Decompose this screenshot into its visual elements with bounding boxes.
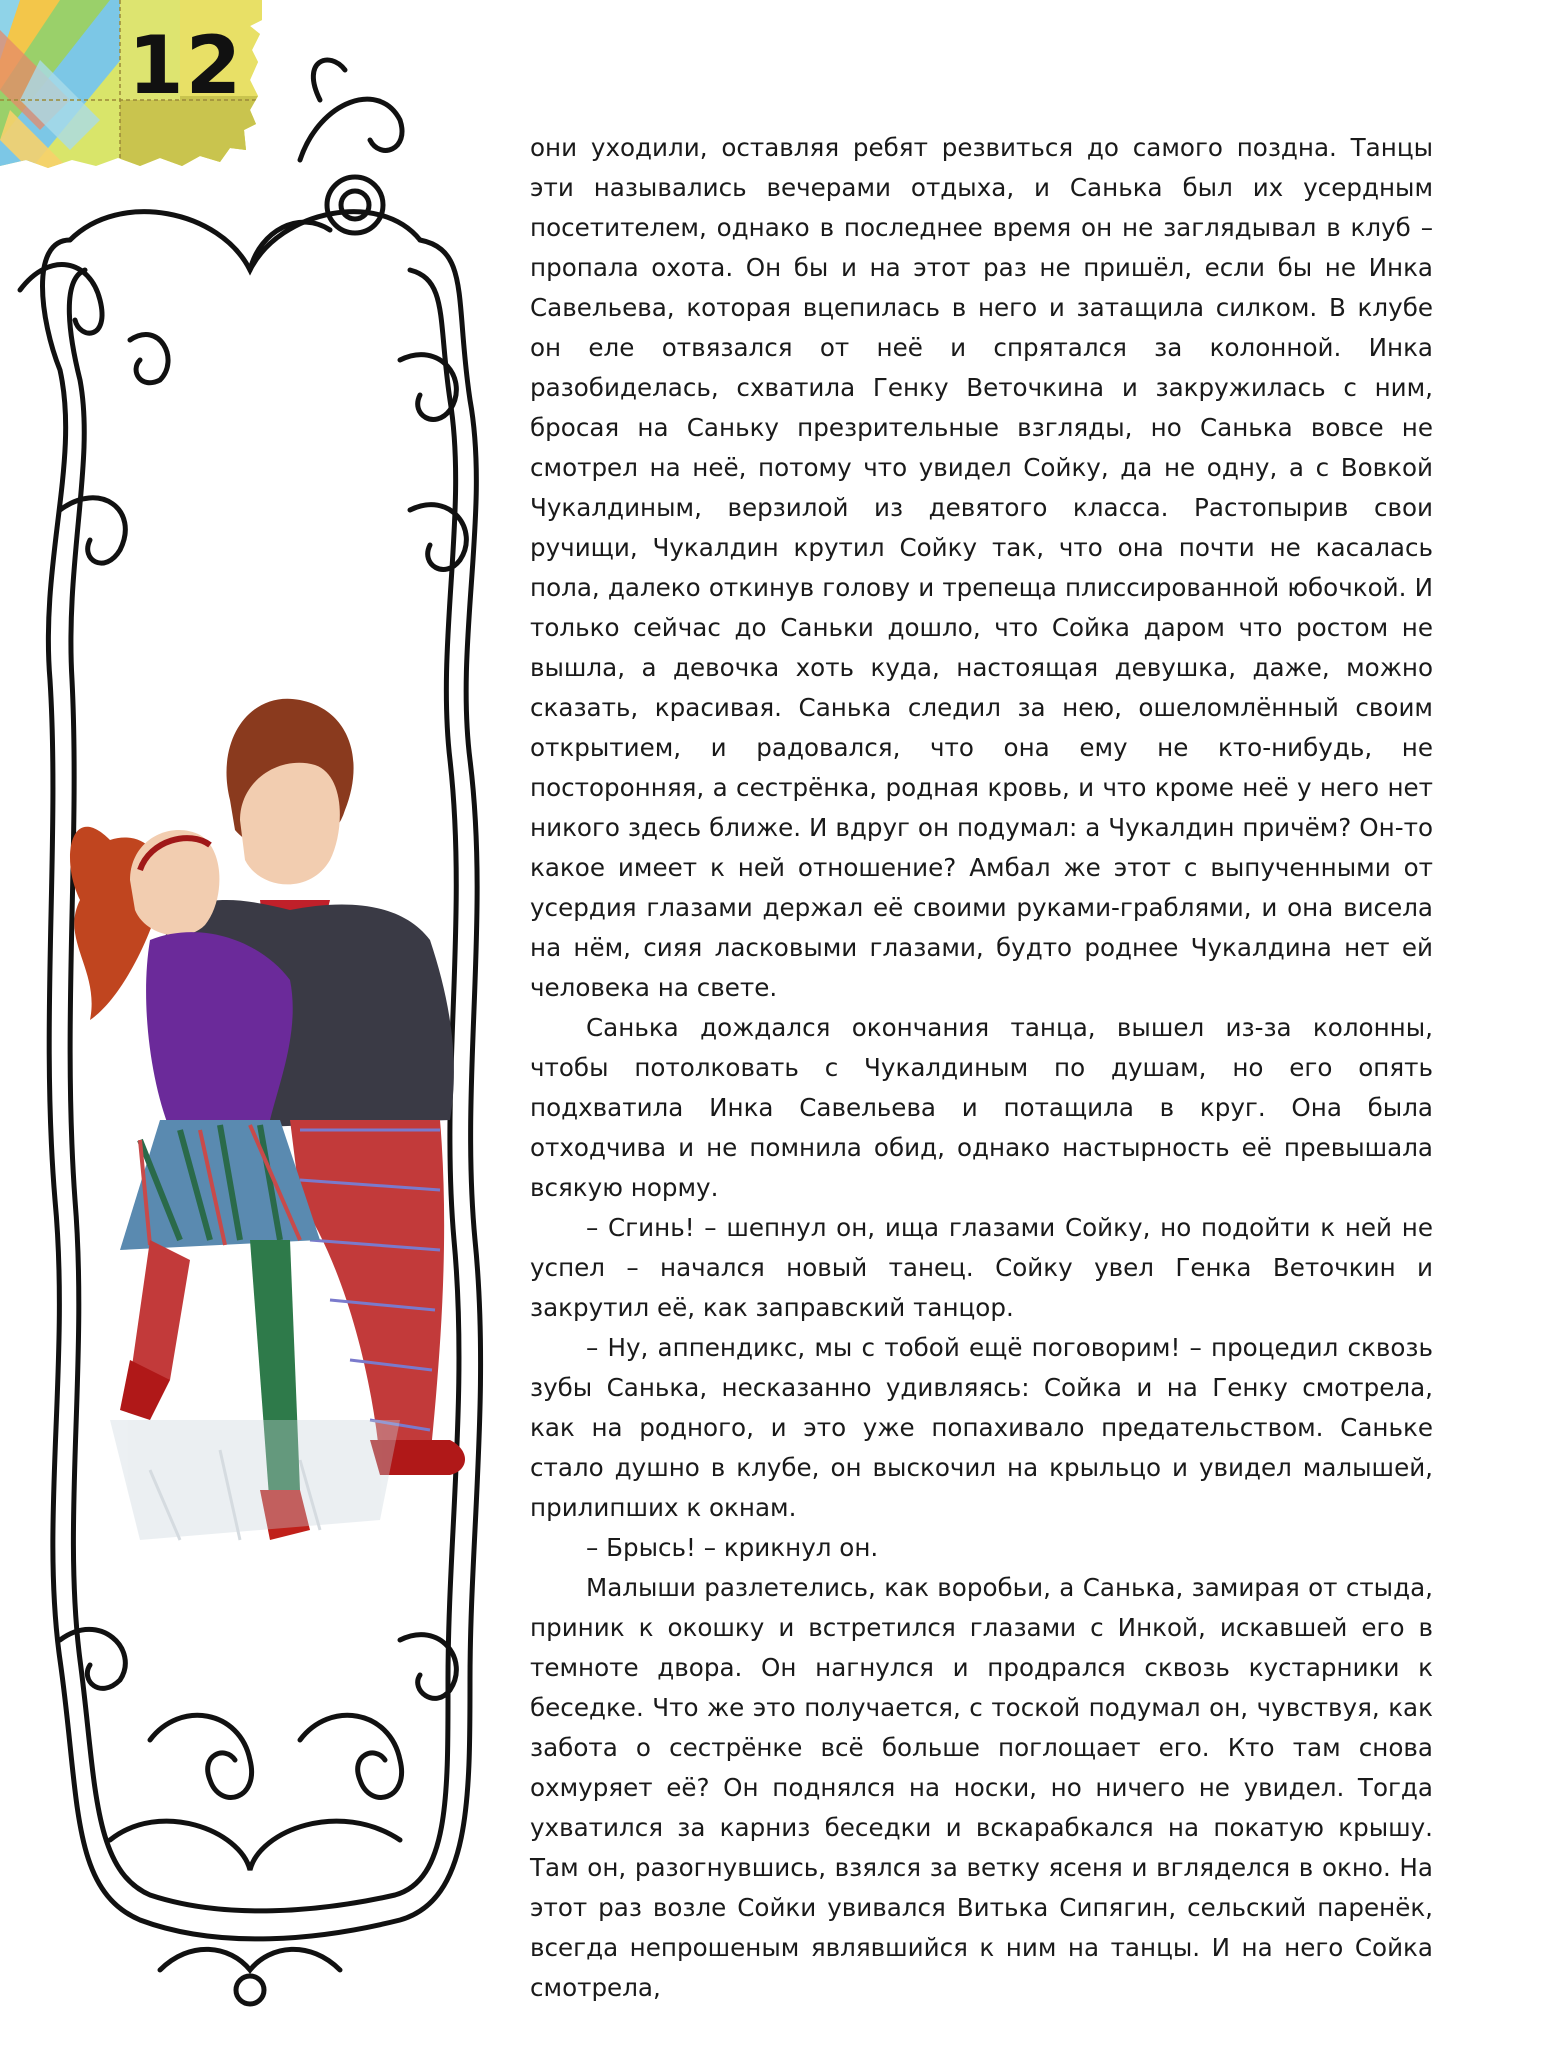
illustration	[0, 40, 520, 2030]
page-number: 12	[128, 19, 244, 112]
floor-shadows	[110, 1420, 400, 1540]
paragraph: – Ну, аппендикс, мы с тобой ещё поговорим! – процедил сквозь зубы Санька, несказанно удивляясь: Сойка и на Генку смотрела, как на родного, и это уже попахивало предательством. Саньке стало душно в клубе, он выскочил на крыльцо и увидел малышей, прилипших к окнам.	[530, 1333, 1433, 1522]
paragraph: – Сгинь! – шепнул он, ища глазами Сойку, но подойти к ней не успел – начался новый танец. Сойку увел Генка Веточкин и закрутил её, как заправский танцор.	[530, 1213, 1433, 1322]
paragraph: они уходили, оставляя ребят резвиться до самого поздна. Танцы эти назывались вечерами отдыха, и Санька был их усердным посетителем, однако в последнее время он не заглядывал в клуб – пропала охота. Он бы и на этот раз не пришёл, если бы не Инка Савельева, которая вцепилась в него и затащила силком. В клубе он еле отвязался от неё и спрятался за колонной. Инка разобиделась, схватила Генку Веточкина и закружилась с ним, бросая на Саньку презрительные взгляды, но Санька вовсе не смотрел на неё, потому что увидел Сойку, да не одну, а с Вовкой Чукалдиным, верзилой из девятого класса. Растопырив свои ручищи, Чукалдин крутил Сойку так, что она почти не касалась пола, далеко откинув голову и трепеща плиссированной юбочкой. И только сейчас до Саньки дошло, что Сойка даром что ростом не вышла, а девочка хоть куда, настоящая девушка, даже, можно сказать, красивая. Санька следил за нею, ошеломлённый своим открытием, и радовался, что она ему не кто-нибудь, не посторонняя, а сестрёнка, родная кровь, и что кроме неё у него нет никого здесь ближе. И вдруг он подумал: а Чукалдин причём? Он-то какое имеет к ней отношение? Амбал же этот с выпученными от усердия глазами держал её своими руками-граблями, и она висела на нём, сияя ласковыми глазами, будто роднее Чукалдина нет ей человека на свете.	[530, 133, 1433, 1002]
main-text	[530, 128, 1433, 2008]
paragraph: Санька дождался окончания танца, вышел из-за колонны, чтобы потолковать с Чукалдиным по душам, но его опять подхватила Инка Савельева и потащила в круг. Она была отходчива и не помнила обид, однако настырность её превышала всякую норму.	[530, 1013, 1433, 1202]
dancing-couple-illustration	[0, 40, 520, 2030]
paragraph: Малыши разлетелись, как воробьи, а Санька, замирая от стыда, приник к окошку и встретился глазами с Инкой, искавшей его в темноте двора. Он нагнулся и продрался сквозь кустарники к беседке. Что же это получается, с тоской подумал он, чувствуя, как забота о сестрёнке всё больше поглощает его. Кто там снова охмуряет её? Он поднялся на носки, но ничего не увидел. Тогда ухватился за карниз беседки и вскарабкался на покатую крышу. Там он, разогнувшись, взялся за ветку ясеня и вгляделся в окно. На этот раз возле Сойки увивался Витька Сипягин, сельский паренёк, всегда непрошеным являвшийся к ним на танцы. И на него Сойка смотрела,	[530, 1573, 1433, 2002]
paragraph: – Брысь! – крикнул он.	[586, 1533, 879, 1562]
